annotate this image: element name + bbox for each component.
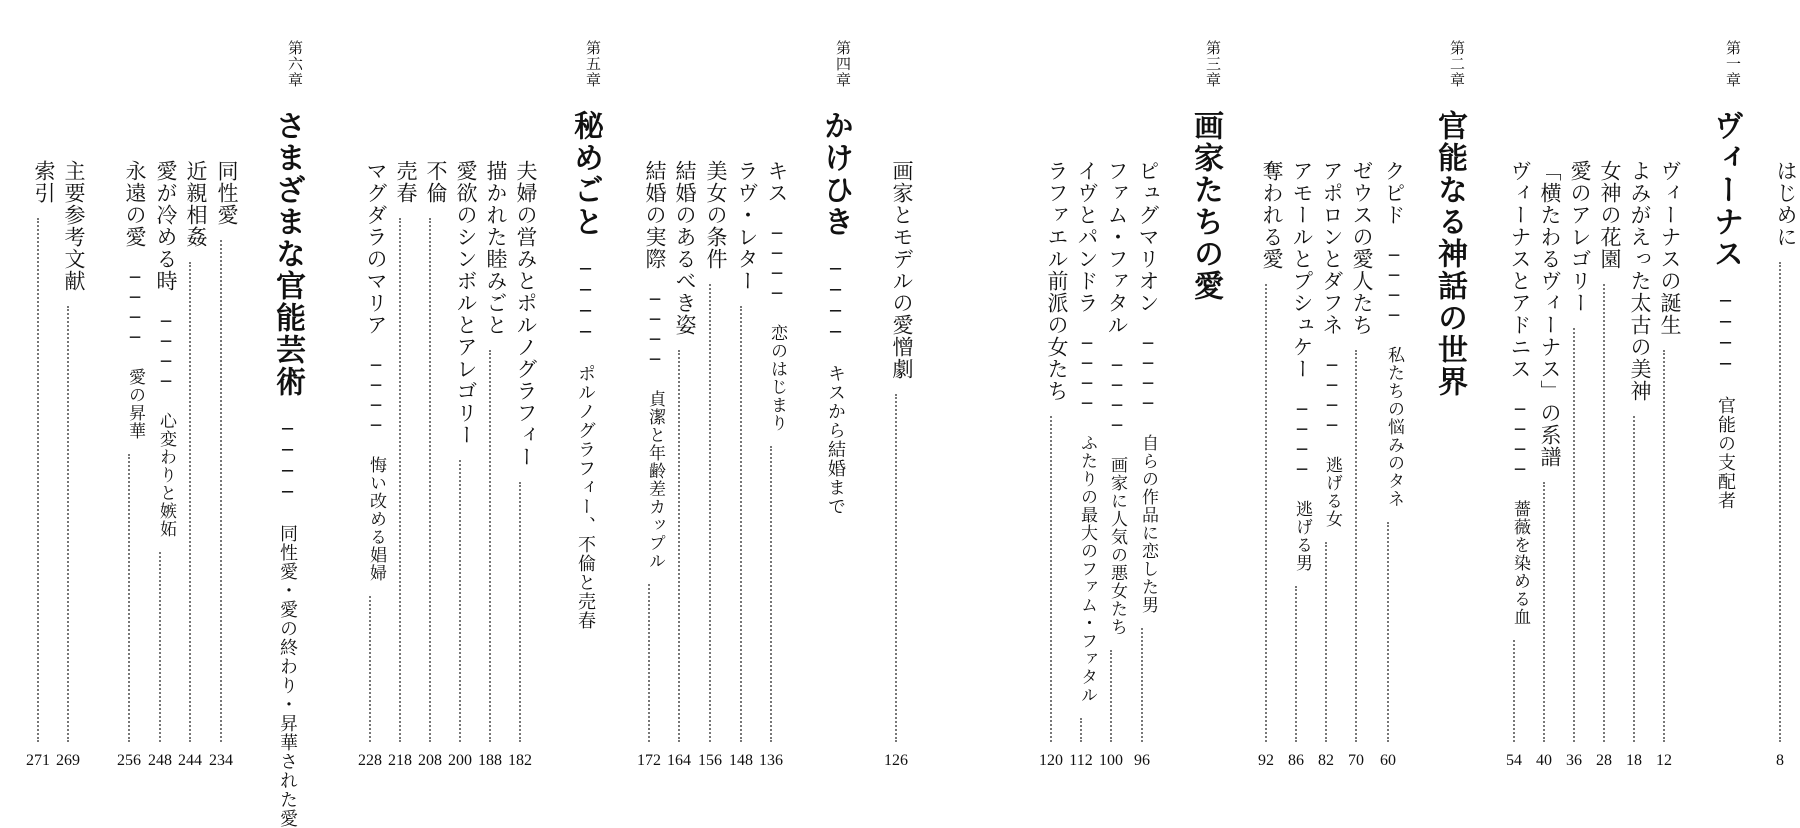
chapter-dash: ──── [1715,270,1736,396]
entry-title-text: アポロンとダフネ [1320,160,1344,336]
entry-title [1558,160,1590,314]
page-number: 28 [1596,752,1612,769]
leader-dots [709,284,711,742]
back-matter-entry[interactable] [22,0,54,800]
entry-title-text: ラファエル前派の女たち [1045,160,1069,402]
entry-title [444,160,476,446]
leader-dots [429,218,431,742]
entry-title [1588,160,1620,270]
chapter-dash: ──── [825,238,846,364]
entry-title [1498,160,1530,626]
entry-subtitle: 自らの作品に恋した男 [1138,434,1158,614]
page-number: 92 [1258,752,1274,769]
chapter-title-text: 画家たちの愛 [1188,110,1223,302]
toc-entry[interactable] [1035,0,1067,800]
leader-dots [489,350,491,742]
entry-dash: ──── [767,204,787,324]
entry-title-text: 奪われる愛 [1260,160,1284,270]
entry-title [384,160,416,204]
toc-entry[interactable] [725,0,757,800]
toc-entry[interactable] [414,0,446,800]
entry-dash: ──── [1322,336,1342,456]
leader-dots [678,350,680,742]
entry-title [414,160,446,204]
chapter-title [262,110,305,828]
entry-title-text: ラヴ・レター [735,160,759,292]
toc-entry[interactable] [1558,0,1590,800]
chapter-title-text: 秘めごと [568,110,603,238]
toc-entry[interactable] [1095,0,1127,800]
entry-title-text: クピド [1382,160,1406,226]
toc-entry[interactable] [1340,0,1372,800]
toc-entry[interactable] [1250,0,1282,800]
entry-dash: ──── [125,248,145,368]
toc-entry[interactable] [504,0,536,800]
entry-title-text: 愛のアレゴリー [1568,160,1592,314]
entry-title-text: マグダラのマリア [364,160,388,336]
page-number: 244 [178,752,202,769]
chapter-label: 第三章 [1204,40,1222,88]
leader-dots [399,218,401,742]
entry-title-text: 結婚のあるべき姿 [673,160,697,336]
chapter-title [560,110,603,630]
page-number: 100 [1099,752,1123,769]
chapter-title [810,110,853,516]
toc-entry[interactable] [113,0,145,800]
chapter-label: 第四章 [834,40,852,88]
leader-dots [648,584,650,742]
entry-subtitle: 貞潔と年齢差カップル [645,390,665,570]
leader-dots [1603,284,1605,742]
entry-title-text: アモールとプシュケー [1290,160,1314,380]
entry-title [1764,160,1796,248]
entry-subtitle: 心変わりと嫉妬 [156,412,176,538]
page-number: 60 [1380,752,1396,769]
leader-dots [1633,416,1635,742]
entry-subtitle: 私たちの悩みのタネ [1384,346,1404,508]
entry-title [1250,160,1282,270]
entry-subtitle: 逃げる女 [1322,456,1342,528]
chapter-6 [262,40,305,828]
leader-dots [1355,350,1357,742]
entry-title-text: 美女の条件 [704,160,728,270]
toc-entry[interactable] [1618,0,1650,800]
toc-entry[interactable] [880,0,912,800]
entry-title-text: ヴィーナスとアドニス [1508,160,1532,380]
entry-title-text: ゼウスの愛人たち [1350,160,1374,336]
page-number: 40 [1536,752,1552,769]
leader-dots [770,446,772,742]
chapter-1 [1700,40,1743,760]
preface-entry[interactable] [1764,0,1796,800]
leader-dots [159,552,161,742]
chapter-subtitle: ポルノグラフィー、不倫と売春 [575,364,596,630]
chapter-label: 第六章 [286,40,304,88]
leader-dots [459,460,461,742]
entry-title [1648,160,1680,336]
toc-entry[interactable] [1126,0,1158,800]
chapter-3 [1180,40,1223,760]
page-number: 82 [1318,752,1334,769]
entry-title-text: ヴィーナスの誕生 [1658,160,1682,336]
toc-entry[interactable] [1528,0,1560,800]
page-number: 234 [209,752,233,769]
entry-title-text: 結婚の実際 [643,160,667,270]
toc-entry[interactable] [1588,0,1620,800]
entry-title-text: 愛が冷める時 [154,160,178,292]
toc-entry[interactable] [354,0,386,800]
leader-dots [519,482,521,742]
page-number: 156 [698,752,722,769]
entry-title [1528,160,1560,468]
leader-dots [67,306,69,742]
leader-dots [1663,350,1665,742]
entry-title [880,160,912,380]
chapter-title [1700,110,1743,510]
page-number: 182 [508,752,532,769]
entry-title [1372,160,1404,508]
entry-dash: ──── [1384,226,1404,346]
entry-title [1095,160,1127,636]
chapter-title-text: さまざまな官能芸術 [270,110,305,398]
toc-entry[interactable] [384,0,416,800]
entry-title-text: 女神の花園 [1598,160,1622,270]
page-number: 200 [448,752,472,769]
entry-title [52,160,84,292]
chapter-title-text: 官能なる神話の世界 [1432,110,1467,398]
entry-title [663,160,695,336]
entry-title [354,160,386,582]
toc-entry[interactable] [205,0,237,800]
entry-dash: ──── [1138,314,1158,434]
entry-subtitle: 恋のはじまり [767,324,787,432]
page-number: 96 [1134,752,1150,769]
entry-dash: ──── [156,292,176,412]
entry-title [1340,160,1372,336]
leader-dots [1513,640,1515,742]
entry-subtitle: 薔薇を染める血 [1510,500,1530,626]
chapter-label: 第一章 [1724,40,1742,88]
entry-title-text: 近親相姦 [184,160,208,248]
chapter-5 [560,40,603,760]
entry-title [1065,160,1097,704]
entry-title-text: 画家とモデルの愛憎劇 [890,160,914,380]
leader-dots [895,394,897,742]
entry-title [22,160,54,204]
entry-subtitle: 逃げる男 [1292,500,1312,572]
entry-dash: ──── [366,336,386,456]
toc-entry[interactable] [694,0,726,800]
leader-dots [37,218,39,742]
leader-dots [1050,416,1052,742]
chapter-title [1424,110,1467,398]
entry-title [1126,160,1158,614]
entry-title [1280,160,1312,572]
toc-entry[interactable] [755,0,787,800]
leader-dots [369,596,371,742]
entry-subtitle: 悔い改める娼婦 [366,456,386,582]
entry-title [205,160,237,226]
leader-dots [1387,522,1389,742]
entry-title-text: 主要参考文献 [62,160,86,292]
entry-title-text: イヴとパンドラ [1075,160,1099,314]
chapter-4 [810,40,853,760]
chapter-label: 第五章 [584,40,602,88]
entry-title [474,160,506,336]
entry-dash: ──── [1107,336,1127,456]
leader-dots [1325,542,1327,742]
entry-title [1310,160,1342,528]
leader-dots [1295,586,1297,742]
toc-entry[interactable] [633,0,665,800]
entry-title [504,160,536,468]
chapter-dash: ──── [575,238,596,364]
page-number: 148 [729,752,753,769]
entry-subtitle: ふたりの最大のファム・ファタル [1077,434,1097,704]
entry-title [1618,160,1650,402]
toc-entry[interactable] [474,0,506,800]
page-number: 136 [759,752,783,769]
entry-title [755,160,787,432]
page-number: 164 [667,752,691,769]
page-number: 248 [148,752,172,769]
entry-title [633,160,665,570]
entry-subtitle: 画家に人気の悪女たち [1107,456,1127,636]
toc-entry[interactable] [1280,0,1312,800]
entry-subtitle: 愛の昇華 [125,368,145,440]
page-number: 112 [1069,752,1093,769]
page-number: 208 [418,752,442,769]
entry-dash: ──── [1292,380,1312,500]
page-number: 188 [478,752,502,769]
entry-title-text: ファム・ファタル [1105,160,1129,336]
chapter-title-text: かけひき [818,110,853,238]
entry-title [174,160,206,248]
entry-dash: ──── [1077,314,1097,434]
entry-title-text: ピュグマリオン [1136,160,1160,314]
page-number: 86 [1288,752,1304,769]
chapter-title [1180,110,1223,302]
page-number: 120 [1039,752,1063,769]
leader-dots [220,240,222,742]
entry-title-text: よみがえった太古の美神 [1628,160,1652,402]
chapter-dash: ──── [277,398,298,524]
chapter-subtitle: 同性愛・愛の終わり・昇華された愛 [277,524,298,828]
page-number: 172 [637,752,661,769]
leader-dots [189,262,191,742]
toc-entry[interactable] [663,0,695,800]
leader-dots [1543,482,1545,742]
entry-dash: ──── [645,270,665,390]
toc-entry[interactable] [144,0,176,800]
entry-title-text: 愛欲のシンボルとアレゴリー [454,160,478,446]
chapter-2 [1424,40,1467,760]
page-number: 271 [26,752,50,769]
chapter-subtitle: キスから結婚まで [825,364,846,516]
entry-title-text: キス [765,160,789,204]
entry-title-text: 描かれた睦みごと [484,160,508,336]
leader-dots [1779,262,1781,742]
entry-title-text: 売春 [394,160,418,204]
entry-title-text: 不倫 [424,160,448,204]
entry-title-text: 「横たわるヴィーナス」の系譜 [1538,160,1562,468]
leader-dots [1080,718,1082,742]
leader-dots [1265,284,1267,742]
leader-dots [1141,628,1143,742]
page-number: 18 [1626,752,1642,769]
page-number: 70 [1348,752,1364,769]
page-number: 256 [117,752,141,769]
back-matter-entry[interactable] [52,0,84,800]
page-number: 8 [1776,752,1784,769]
leader-dots [128,454,130,742]
entry-title [113,160,145,440]
entry-title [694,160,726,270]
entry-title-text: 夫婦の営みとポルノグラフィー [514,160,538,468]
page-number: 269 [56,752,80,769]
entry-title [725,160,757,292]
entry-title-text: 同性愛 [215,160,239,226]
page-number: 54 [1506,752,1522,769]
page-number: 12 [1656,752,1672,769]
chapter-title-text: ヴィーナス [1708,110,1743,270]
page-number: 218 [388,752,412,769]
toc-entry[interactable] [1310,0,1342,800]
entry-title-text: 索引 [32,160,56,204]
entry-title [1035,160,1067,402]
toc-entry[interactable] [444,0,476,800]
toc-entry[interactable] [1065,0,1097,800]
entry-dash: ──── [1510,380,1530,500]
leader-dots [1573,328,1575,742]
page-number: 228 [358,752,382,769]
leader-dots [740,306,742,742]
toc-entry[interactable] [1498,0,1530,800]
chapter-subtitle: 官能の支配者 [1715,396,1736,510]
toc-entry[interactable] [1372,0,1404,800]
toc-entry[interactable] [174,0,206,800]
entry-title [144,160,176,538]
toc-entry[interactable] [1648,0,1680,800]
page-number: 126 [884,752,908,769]
entry-title-text: 永遠の愛 [123,160,147,248]
leader-dots [1110,650,1112,742]
entry-title-text: はじめに [1774,160,1798,248]
page-number: 36 [1566,752,1582,769]
chapter-label: 第二章 [1448,40,1466,88]
